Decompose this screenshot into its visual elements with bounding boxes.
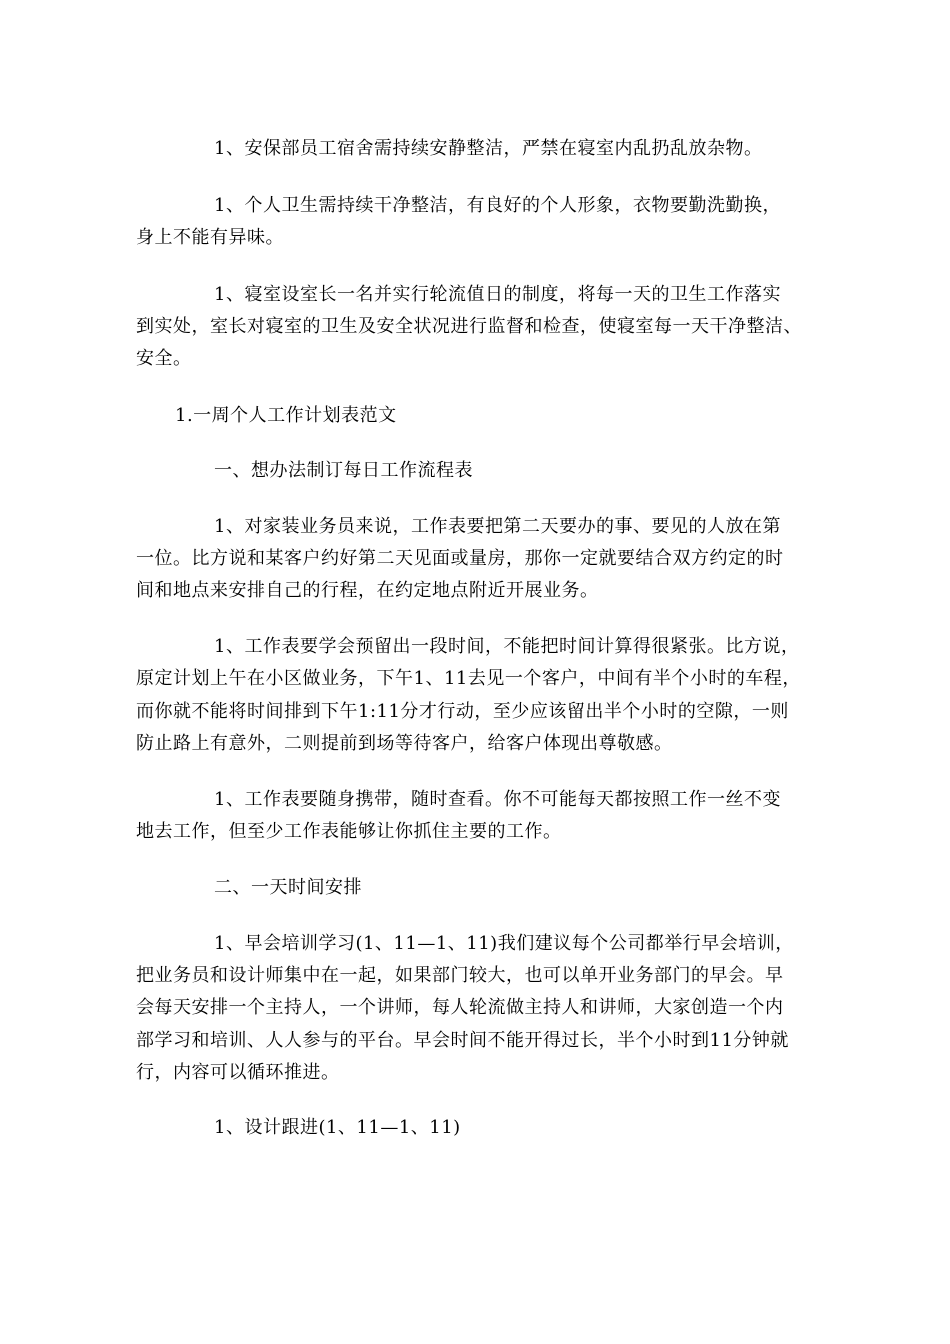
text-line: 原定计划上午在小区做业务，下午1、11去见一个客户，中间有半个小时的车程， (136, 668, 801, 689)
text-line: 行，内容可以循环推进。 (136, 1062, 340, 1083)
text-line: 而你就不能将时间排到下午1:11分才行动，至少应该留出半个小时的空隙，一则 (136, 701, 789, 722)
text-line: 1、设计跟进(1、11—1、11) (214, 1117, 461, 1138)
text-line: 1、早会培训学习(1、11—1、11)我们建议每个公司都举行早会培训， (214, 933, 794, 954)
text-line: 1、个人卫生需持续干净整洁，有良好的个人形象，衣物要勤洗勤换， (214, 195, 781, 216)
text-line: 会每天安排一个主持人，一个讲师，每人轮流做主持人和讲师，大家创造一个内 (136, 997, 784, 1018)
text-line: 间和地点来安排自己的行程，在约定地点附近开展业务。 (136, 580, 599, 601)
text-line: 一位。比方说和某客户约好第二天见面或量房，那你一定就要结合双方约定的时 (136, 548, 784, 569)
text-line: 地去工作，但至少工作表能够让你抓住主要的工作。 (136, 821, 562, 842)
text-line: 部学习和培训、人人参与的平台。早会时间不能开得过长，半个小时到11分钟就 (136, 1030, 789, 1051)
text-line: 1、对家装业务员来说，工作表要把第二天要办的事、要见的人放在第 (214, 516, 781, 537)
text-line: 1、工作表要随身携带，随时查看。你不可能每天都按照工作一丝不变 (214, 789, 781, 810)
text-line: 安全。 (136, 348, 192, 369)
section-heading: 一、想办法制订每日工作流程表 (214, 460, 473, 481)
text-line: 1、安保部员工宿舍需持续安静整洁，严禁在寝室内乱扔乱放杂物。 (214, 138, 763, 159)
text-line: 防止路上有意外，二则提前到场等待客户，给客户体现出尊敬感。 (136, 733, 673, 754)
text-line: 1、工作表要学会预留出一段时间，不能把时间计算得很紧张。比方说， (214, 636, 800, 657)
text-line: 1、寝室设室长一名并实行轮流值日的制度，将每一天的卫生工作落实 (214, 284, 781, 305)
section-heading: 二、一天时间安排 (214, 877, 362, 898)
text-line: 到实处，室长对寝室的卫生及安全状况进行监督和检查，使寝室每一天干净整洁、 (136, 316, 802, 337)
section-heading: 1.一周个人工作计划表范文 (175, 405, 397, 426)
text-line: 身上不能有异味。 (136, 227, 284, 248)
text-line: 把业务员和设计师集中在一起，如果部门较大，也可以单开业务部门的早会。早 (136, 965, 784, 986)
